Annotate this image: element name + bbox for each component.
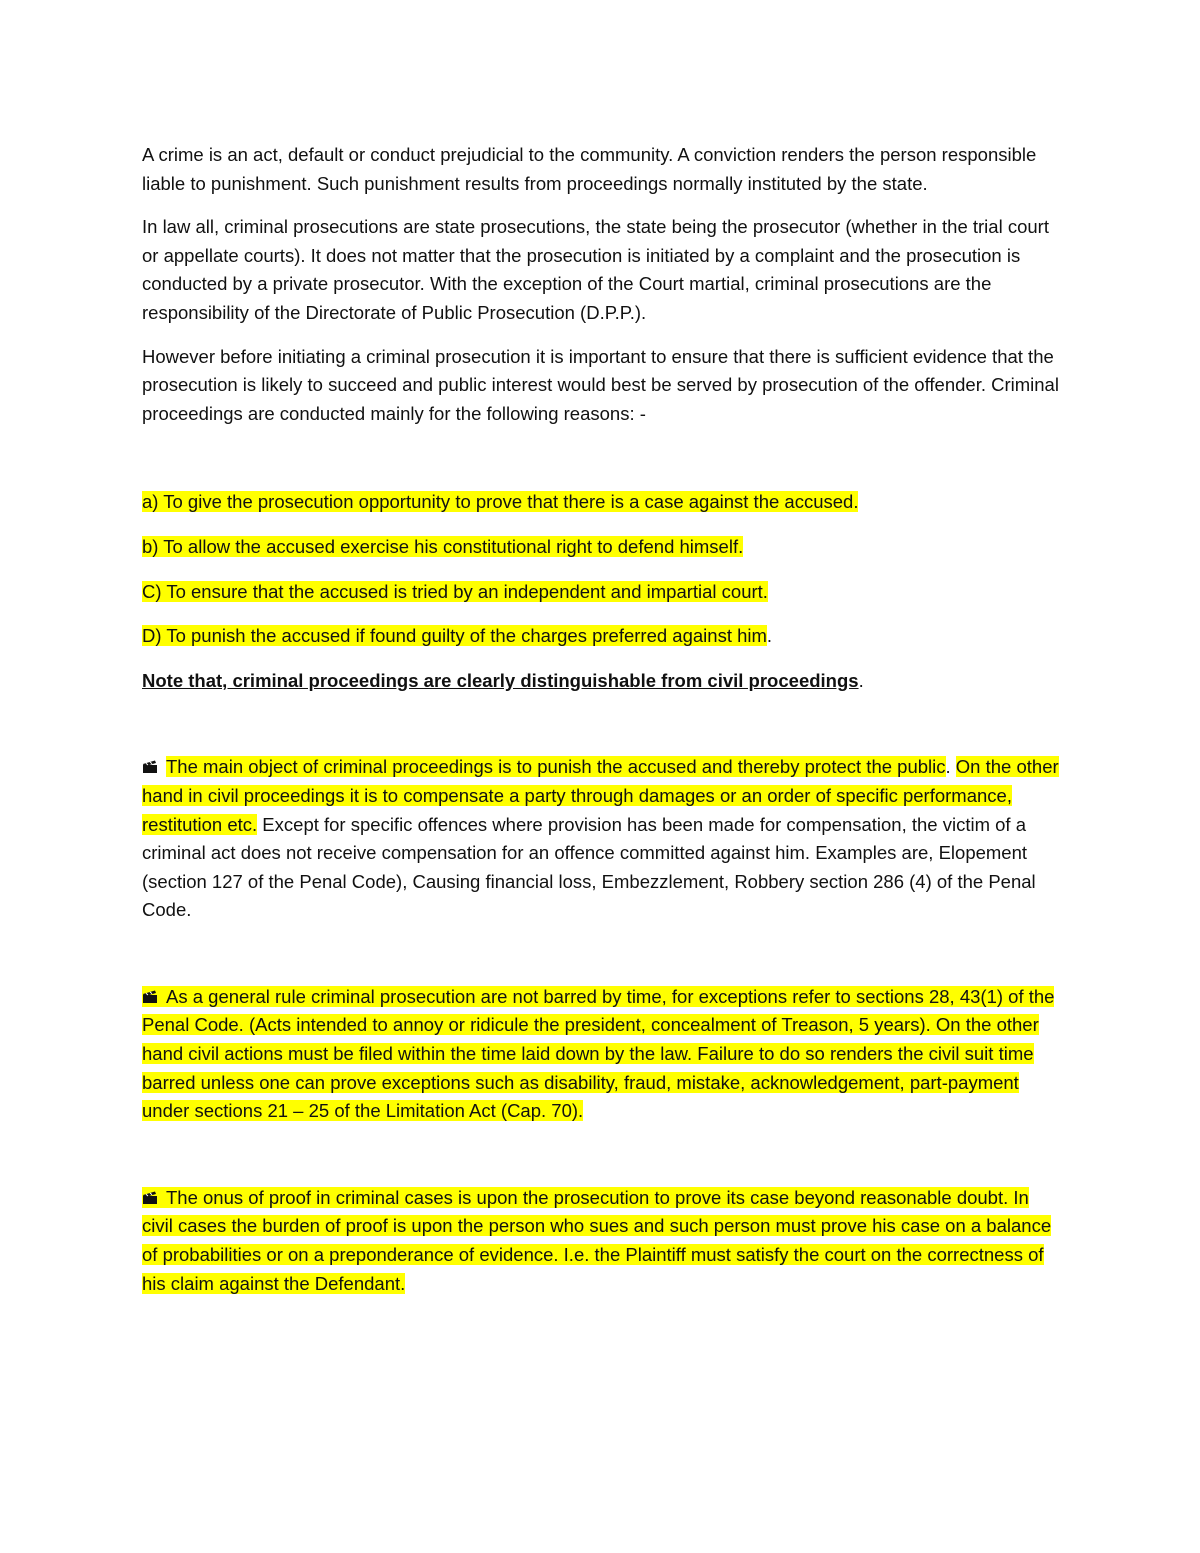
bullet-paragraph-1: The main object of criminal proceedings is to punish the accused and thereby protect the public. On the other hand in civil proceedings it is to compensate a party through damages or an order of specific performance, restitution etc. Except for specific offences where provision has been made for compensation, the victim of a criminal act does not receive compensation for an offence committed against him. Examples are, Elopement (section 127 of the Penal Code), Causing financial loss, Embezzlement, Robbery section 286 (4) of the Penal Code.	[142, 756, 1059, 921]
reason-item-c: C) To ensure that the accused is tried by an independent and impartial court.	[142, 580, 768, 602]
reasons-list	[142, 488, 1062, 695]
intro-paragraph-3: However before initiating a criminal prosecution it is important to ensure that there is sufficient evidence that the prosecution is likely to succeed and public interest would best be served by prosecution of the offender. Criminal proceedings are conducted mainly for the following reasons: -	[142, 345, 1059, 424]
reason-item-d: D) To punish the accused if found guilty of the charges preferred against him.	[142, 625, 773, 647]
reason-item-b: b) To allow the accused exercise his constitutional right to defend himself.	[142, 535, 744, 557]
intro-paragraph-1: A crime is an act, default or conduct prejudicial to the community. A conviction renders the person responsible liable to punishment. Such punishment results from proceedings normally instituted by the state.	[142, 144, 1037, 194]
clapperboard-icon	[142, 760, 158, 774]
clapperboard-icon	[142, 1191, 158, 1205]
note-line: Note that, criminal proceedings are clearly distinguishable from civil proceedings.	[142, 669, 864, 691]
clapperboard-icon	[142, 990, 158, 1004]
document-page	[142, 141, 1062, 1298]
bullet-paragraph-3: The onus of proof in criminal cases is upon the prosecution to prove its case beyond reasonable doubt. In civil cases the burden of proof is upon the person who sues and such person must prove his case on a balance of probabilities or on a preponderance of evidence. I.e. the Plaintiff must satisfy the court on the correctness of his claim against the Defendant.	[142, 1186, 1052, 1294]
bullet-paragraph-2: As a general rule criminal prosecution are not barred by time, for exceptions refer to sections 28, 43(1) of the Penal Code. (Acts intended to annoy or ridicule the president, concealment of Treason, 5 years). On the other hand civil actions must be filed within the time laid down by the law. Failure to do so renders the civil suit time barred unless one can prove exceptions such as disability, fraud, mistake, acknowledgement, part-payment under sections 21 – 25 of the Limitation Act (Cap. 70).	[142, 985, 1055, 1122]
reason-item-a: a) To give the prosecution opportunity to prove that there is a case against the accused.	[142, 491, 859, 513]
intro-paragraph-2: In law all, criminal prosecutions are state prosecutions, the state being the prosecutor (whether in the trial court or appellate courts). It does not matter that the prosecution is initiated by a complaint and the prosecution is conducted by a private prosecutor. With the exception of the Court martial, criminal prosecutions are the responsibility of the Directorate of Public Prosecution (D.P.P.).	[142, 216, 1049, 323]
